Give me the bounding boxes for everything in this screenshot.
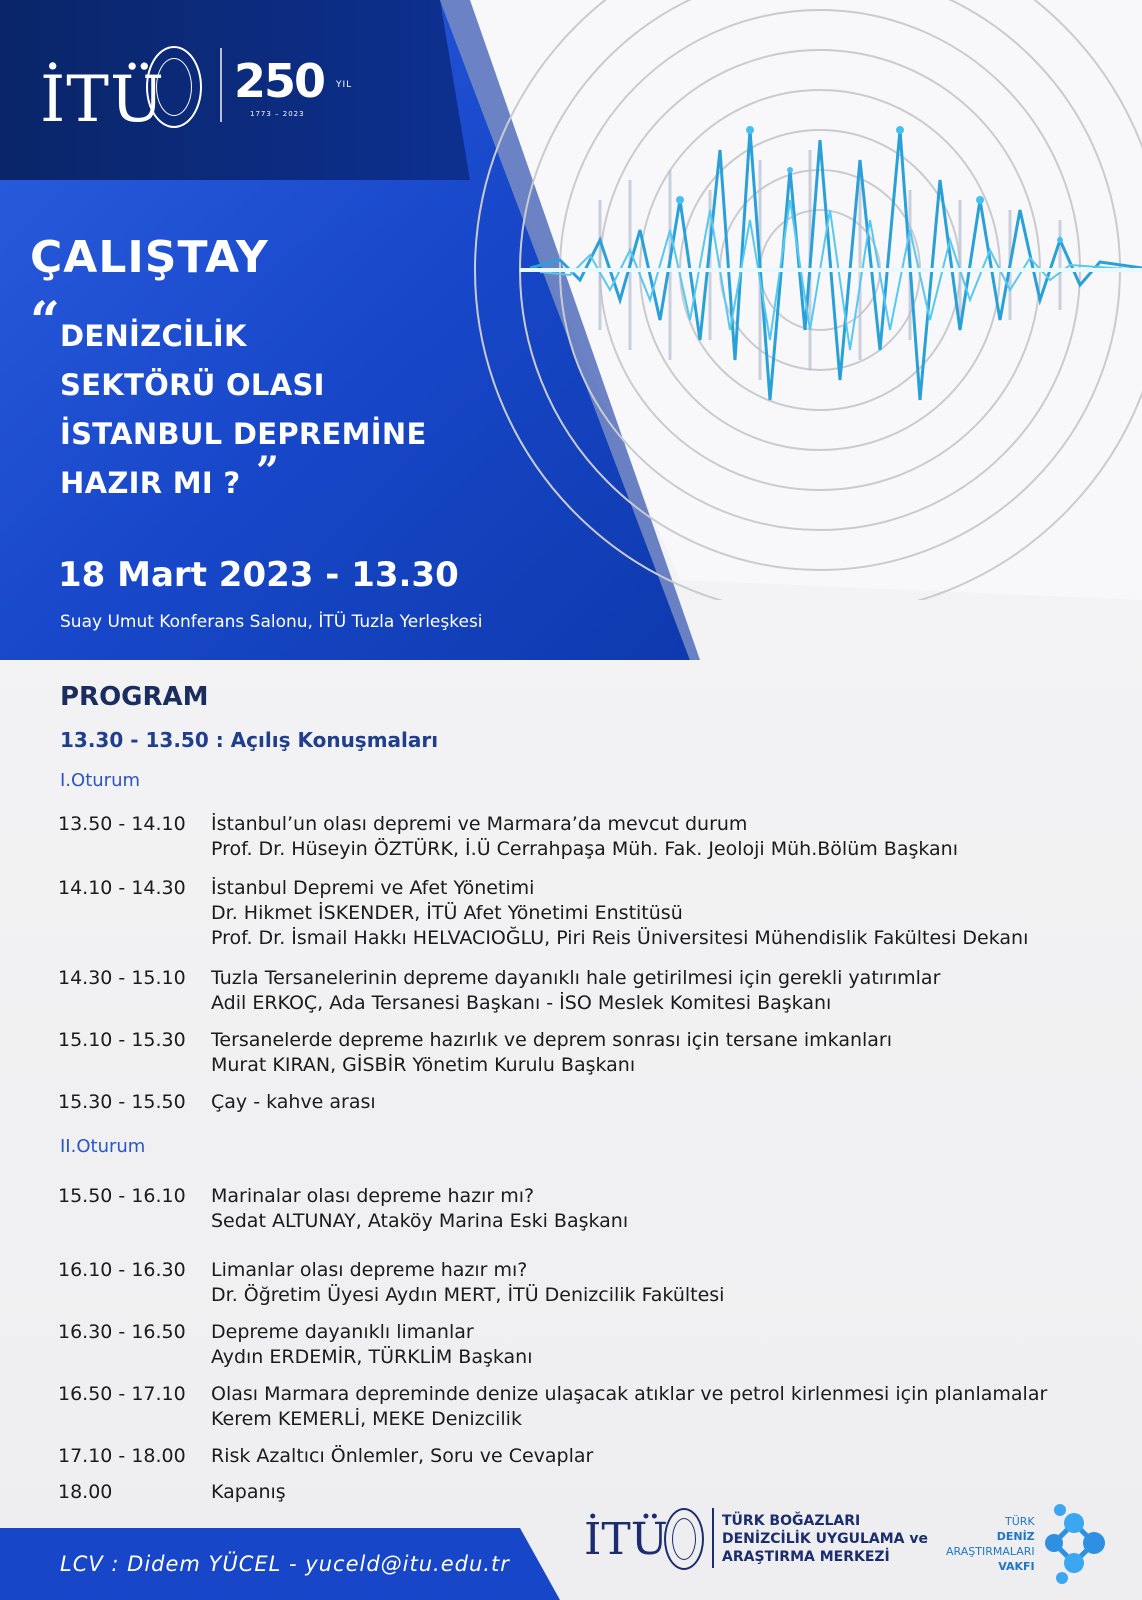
session-label: II.Oturum	[60, 1136, 146, 1157]
program-detail	[211, 1090, 376, 1115]
program-line: İstanbul’un olası depremi ve Marmara’da mevcut durum	[211, 813, 748, 835]
program-line: Prof. Dr. Hüseyin ÖZTÜRK, İ.Ü Cerrahpaşa Müh. Fak. Jeoloji Müh.Bölüm Başkanı	[211, 838, 958, 860]
anniversary-years: 1773 – 2023	[250, 110, 305, 118]
program-line: Dr. Hikmet İSKENDER, İTÜ Afet Yönetimi Enstitüsü	[211, 902, 683, 924]
subtitle-line: DENİZCİLİK	[60, 319, 247, 353]
program-time: 14.30 - 15.10	[58, 967, 186, 989]
quote-open-icon: “	[30, 291, 60, 352]
subtitle-line: SEKTÖRÜ OLASI	[60, 368, 325, 402]
program-time: 15.50 - 16.10	[58, 1185, 186, 1207]
program-line: Marinalar olası depreme hazır mı?	[211, 1185, 535, 1207]
footer-itu-logo: İTÜ	[584, 1514, 668, 1565]
research-center-name	[722, 1512, 928, 1566]
university-seal-icon	[146, 46, 202, 128]
program-time: 13.50 - 14.10	[58, 813, 186, 835]
program-time: 14.10 - 14.30	[58, 877, 186, 899]
program-detail	[211, 812, 958, 862]
program-line: Çay - kahve arası	[211, 1091, 376, 1113]
itu-logo: İTÜ	[40, 63, 165, 137]
foundation-name	[946, 1514, 1035, 1574]
foundation-line: DENİZ	[996, 1530, 1035, 1543]
subtitle-line: İSTANBUL DEPREMİNE	[60, 417, 427, 451]
center-name-line: ARAŞTIRMA MERKEZİ	[722, 1549, 890, 1565]
program-time: 16.50 - 17.10	[58, 1383, 186, 1405]
event-venue: Suay Umut Konferans Salonu, İTÜ Tuzla Yerleşkesi	[60, 612, 483, 632]
program-detail	[211, 1320, 533, 1370]
program-detail	[211, 966, 940, 1016]
logo-divider	[220, 48, 222, 122]
rsvp-contact: LCV : Didem YÜCEL - yuceld@itu.edu.tr	[60, 1552, 510, 1576]
anniversary-suffix: YIL	[336, 80, 353, 90]
footer-seal-icon	[664, 1508, 704, 1570]
program-detail	[211, 1184, 628, 1234]
event-date: 18 Mart 2023 - 13.30	[58, 555, 459, 595]
program-detail	[211, 1480, 286, 1505]
program-time: 17.10 - 18.00	[58, 1445, 186, 1467]
program-line: Tuzla Tersanelerinin depreme dayanıklı hale getirilmesi için gerekli yatırımlar	[211, 967, 941, 989]
center-name-line: DENİZCİLİK UYGULAMA ve	[722, 1531, 928, 1547]
program-line: Depreme dayanıklı limanlar	[211, 1321, 474, 1343]
center-name-line: TÜRK BOĞAZLARI	[722, 1513, 861, 1529]
program-time: 15.30 - 15.50	[58, 1091, 186, 1113]
program-time: 16.10 - 16.30	[58, 1259, 186, 1281]
opening-speeches: 13.30 - 13.50 : Açılış Konuşmaları	[60, 728, 439, 752]
program-detail	[211, 1444, 593, 1469]
program-time: 16.30 - 16.50	[58, 1321, 186, 1343]
program-line: Olası Marmara depreminde denize ulaşacak atıklar ve petrol kirlenmesi için planlamalar	[211, 1383, 1048, 1405]
foundation-molecule-icon	[1024, 1498, 1114, 1588]
program-heading: PROGRAM	[60, 682, 209, 712]
program-detail	[211, 1028, 892, 1078]
program-line: Murat KIRAN, GİSBİR Yönetim Kurulu Başkanı	[211, 1054, 636, 1076]
program-time: 15.10 - 15.30	[58, 1029, 186, 1051]
program-line: Dr. Öğretim Üyesi Aydın MERT, İTÜ Denizcilik Fakültesi	[211, 1284, 725, 1306]
program-line: Kerem KEMERLİ, MEKE Denizcilik	[211, 1408, 522, 1430]
program-line: İstanbul Depremi ve Afet Yönetimi	[211, 877, 535, 899]
quote-close-icon: ”	[256, 448, 280, 495]
foundation-line: VAKFI	[998, 1560, 1035, 1573]
program-line: Tersanelerde depreme hazırlık ve deprem sonrası için tersane imkanları	[211, 1029, 893, 1051]
seismic-wave-illustration	[430, 0, 1142, 600]
program-line: Aydın ERDEMİR, TÜRKLİM Başkanı	[211, 1346, 533, 1368]
program-line: Prof. Dr. İsmail Hakkı HELVACIOĞLU, Piri Reis Üniversitesi Mühendislik Fakültesi Dekanı	[211, 927, 1029, 949]
program-time: 18.00	[58, 1481, 113, 1503]
footer-divider	[712, 1508, 714, 1568]
anniversary-logo: 250	[234, 54, 325, 108]
program-detail	[211, 1382, 1047, 1432]
program-line: Limanlar olası depreme hazır mı?	[211, 1259, 528, 1281]
session-label: I.Oturum	[60, 770, 141, 791]
program-detail	[211, 876, 1028, 951]
program-detail	[211, 1258, 724, 1308]
foundation-line: ARAŞTIRMALARI	[946, 1545, 1035, 1558]
program-line: Risk Azaltıcı Önlemler, Soru ve Cevaplar	[211, 1445, 594, 1467]
program-line: Sedat ALTUNAY, Ataköy Marina Eski Başkanı	[211, 1210, 629, 1232]
program-line: Adil ERKOÇ, Ada Tersanesi Başkanı - İSO Meslek Komitesi Başkanı	[211, 992, 832, 1014]
foundation-line: TÜRK	[1005, 1515, 1035, 1528]
subtitle-line: HAZIR MI ?	[60, 466, 241, 500]
program-line: Kapanış	[211, 1481, 286, 1503]
page-title: ÇALIŞTAY	[30, 232, 269, 283]
